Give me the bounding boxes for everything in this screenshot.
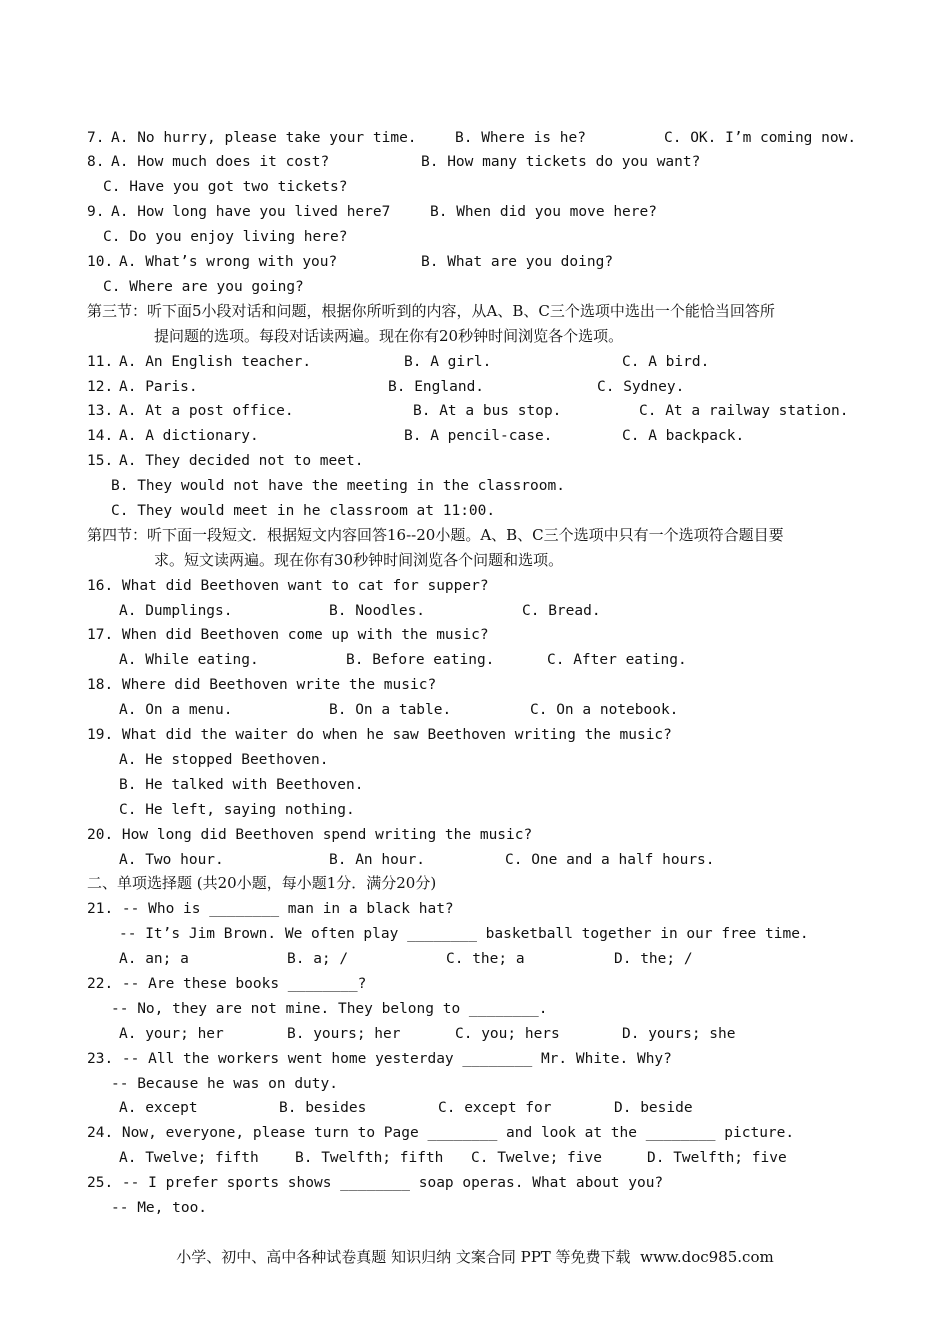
q21-option-c: C. the; a: [446, 951, 525, 967]
q11-option-c: C. A bird.: [622, 354, 710, 370]
q9-option-c: C. Do you enjoy living here?: [103, 229, 348, 245]
section3-instruction-line2: 提问题的选项。每段对话读两遍。现在你有20秒钟时间浏览各个选项。: [154, 327, 624, 345]
q11-number: 11.: [87, 354, 114, 370]
q13-option-c: C. At a railway station.: [639, 403, 849, 419]
q23-line2: -- Because he was on duty.: [111, 1076, 338, 1092]
q17-option-b: B. Before eating.: [346, 652, 495, 668]
q18-option-c: C. On a notebook.: [530, 702, 679, 718]
q12-option-c: C. Sydney.: [597, 379, 685, 395]
q7-option-a: A. No hurry, please take your time.: [111, 130, 417, 146]
q14-option-b: B. A pencil-case.: [404, 428, 553, 444]
q15-number: 15.: [87, 453, 114, 469]
q23-option-d: D. beside: [614, 1100, 693, 1116]
q14-option-a: A. A dictionary.: [119, 428, 259, 444]
q24-option-c: C. Twelve; five: [471, 1150, 602, 1166]
q18-option-a: A. On a menu.: [119, 702, 233, 718]
q25-line1: 25. -- I prefer sports shows ________ soap operas. What about you?: [87, 1175, 664, 1191]
q9-option-b: B. When did you move here?: [430, 204, 657, 220]
q20-stem: 20. How long did Beethoven spend writing the music?: [87, 827, 533, 843]
q24-line1: 24. Now, everyone, please turn to Page ________ and look at the ________ picture.: [87, 1125, 795, 1141]
q20-option-b: B. An hour.: [329, 852, 426, 868]
q8-option-b: B. How many tickets do you want?: [421, 154, 701, 170]
q8-number: 8.: [87, 154, 105, 170]
q21-line2: -- It’s Jim Brown. We often play ________ basketball together in our free time.: [119, 926, 809, 942]
section4-instruction-line2: 求。短文读两遍。现在你有30秒钟时间浏览各个问题和选项。: [154, 551, 564, 569]
q24-option-a: A. Twelve; fifth: [119, 1150, 259, 1166]
q19-option-a: A. He stopped Beethoven.: [119, 752, 329, 768]
q12-number: 12.: [87, 379, 114, 395]
q19-option-b: B. He talked with Beethoven.: [119, 777, 364, 793]
q18-option-b: B. On a table.: [329, 702, 452, 718]
q10-option-c: C. Where are you going?: [103, 279, 304, 295]
q22-option-a: A. your; her: [119, 1026, 224, 1042]
q19-option-c: C. He left, saying nothing.: [119, 802, 355, 818]
section3-instruction-line1: 第三节：听下面5小段对话和问题，根据你所听到的内容，从A、B、C三个选项中选出一个能恰当回答所: [87, 302, 775, 320]
q13-option-b: B. At a bus stop.: [413, 403, 562, 419]
q23-option-b: B. besides: [279, 1100, 367, 1116]
q21-line1: 21. -- Who is ________ man in a black hat?: [87, 901, 454, 917]
q21-option-a: A. an; a: [119, 951, 189, 967]
q16-stem: 16. What did Beethoven want to cat for supper?: [87, 578, 489, 594]
q18-stem: 18. Where did Beethoven write the music?: [87, 677, 437, 693]
q20-option-c: C. One and a half hours.: [505, 852, 715, 868]
q11-option-b: B. A girl.: [404, 354, 492, 370]
q21-option-d: D. the; /: [614, 951, 693, 967]
q7-number: 7.: [87, 130, 105, 146]
q8-option-c: C. Have you got two tickets?: [103, 179, 348, 195]
q25-line2: -- Me, too.: [111, 1200, 208, 1216]
q19-stem: 19. What did the waiter do when he saw Beethoven writing the music?: [87, 727, 672, 743]
q22-line2: -- No, they are not mine. They belong to ________.: [111, 1001, 548, 1017]
q12-option-b: B. England.: [388, 379, 485, 395]
q23-line1: 23. -- All the workers went home yesterday ________ Mr. White. Why?: [87, 1051, 672, 1067]
q10-option-b: B. What are you doing?: [421, 254, 614, 270]
q23-option-a: A. except: [119, 1100, 198, 1116]
q23-option-c: C. except for: [438, 1100, 552, 1116]
q7-option-c: C. OK. I’m coming now.: [664, 130, 857, 146]
q16-option-a: A. Dumplings.: [119, 603, 233, 619]
footer-download-note: 小学、初中、高中各种试卷真题 知识归纳 文案合同 PPT 等免费下载 www.doc985.com: [176, 1248, 774, 1266]
q9-option-a: A. How long have you lived here7: [111, 204, 391, 220]
q22-line1: 22. -- Are these books ________?: [87, 976, 367, 992]
q13-option-a: A. At a post office.: [119, 403, 294, 419]
q17-stem: 17. When did Beethoven come up with the music?: [87, 627, 489, 643]
q7-option-b: B. Where is he?: [455, 130, 586, 146]
q16-option-b: B. Noodles.: [329, 603, 426, 619]
q16-option-c: C. Bread.: [522, 603, 601, 619]
q8-option-a: A. How much does it cost?: [111, 154, 330, 170]
q13-number: 13.: [87, 403, 114, 419]
q22-option-d: D. yours; she: [622, 1026, 736, 1042]
q22-option-c: C. you; hers: [455, 1026, 560, 1042]
q17-option-c: C. After eating.: [547, 652, 687, 668]
q10-option-a: A. What’s wrong with you?: [119, 254, 338, 270]
q22-option-b: B. yours; her: [287, 1026, 401, 1042]
q21-option-b: B. a; /: [287, 951, 349, 967]
q14-number: 14.: [87, 428, 114, 444]
q24-option-d: D. Twelfth; five: [647, 1150, 787, 1166]
q10-number: 10.: [87, 254, 114, 270]
q15-option-b: B. They would not have the meeting in the classroom.: [111, 478, 565, 494]
q17-option-a: A. While eating.: [119, 652, 259, 668]
q11-option-a: A. An English teacher.: [119, 354, 312, 370]
q12-option-a: A. Paris.: [119, 379, 198, 395]
q24-option-b: B. Twelfth; fifth: [295, 1150, 444, 1166]
part2-heading: 二、单项选择题 (共20小题，每小题1分．满分20分): [87, 874, 437, 892]
section4-instruction-line1: 第四节：听下面一段短文．根据短文内容回答16--20小题。A、B、C三个选项中只有一个选项符合题目要: [87, 526, 784, 544]
q15-option-c: C. They would meet in he classroom at 11:00.: [111, 503, 496, 519]
q14-option-c: C. A backpack.: [622, 428, 745, 444]
q20-option-a: A. Two hour.: [119, 852, 224, 868]
q15-option-a: A. They decided not to meet.: [119, 453, 364, 469]
q9-number: 9.: [87, 204, 105, 220]
